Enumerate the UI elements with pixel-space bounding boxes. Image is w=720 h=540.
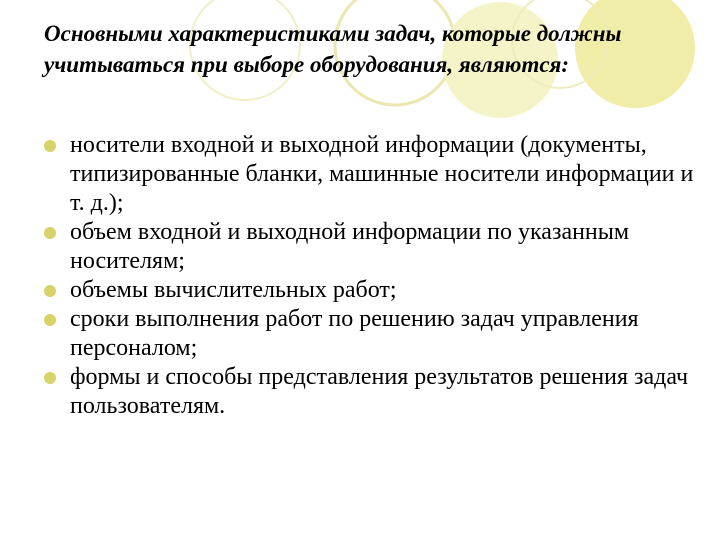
bullet-text: объемы вычислительных работ; [70, 277, 397, 303]
bullet-dot-icon [44, 285, 56, 297]
list-item [44, 363, 694, 421]
list-item [44, 305, 694, 363]
list-item [44, 131, 694, 218]
bullet-text: формы и способы представления результатов решения задач пользователям. [70, 364, 689, 419]
list-item [44, 276, 694, 305]
bullet-list [44, 131, 694, 421]
bullet-dot-icon [44, 227, 56, 239]
bullet-text: носители входной и выходной информации (документы, типизированные бланки, машинные носители информации и т. д.); [70, 132, 694, 216]
bullet-dot-icon [44, 372, 56, 384]
bullet-text: сроки выполнения работ по решению задач управления персоналом; [70, 306, 639, 361]
list-item [44, 218, 694, 276]
bullet-text: объем входной и выходной информации по указанным носителям; [70, 219, 630, 274]
bullet-dot-icon [44, 314, 56, 326]
slide-title: Основными характеристиками задач, которые должны учитываться при выборе оборудования, являются: [44, 21, 622, 77]
bullet-dot-icon [44, 140, 56, 152]
